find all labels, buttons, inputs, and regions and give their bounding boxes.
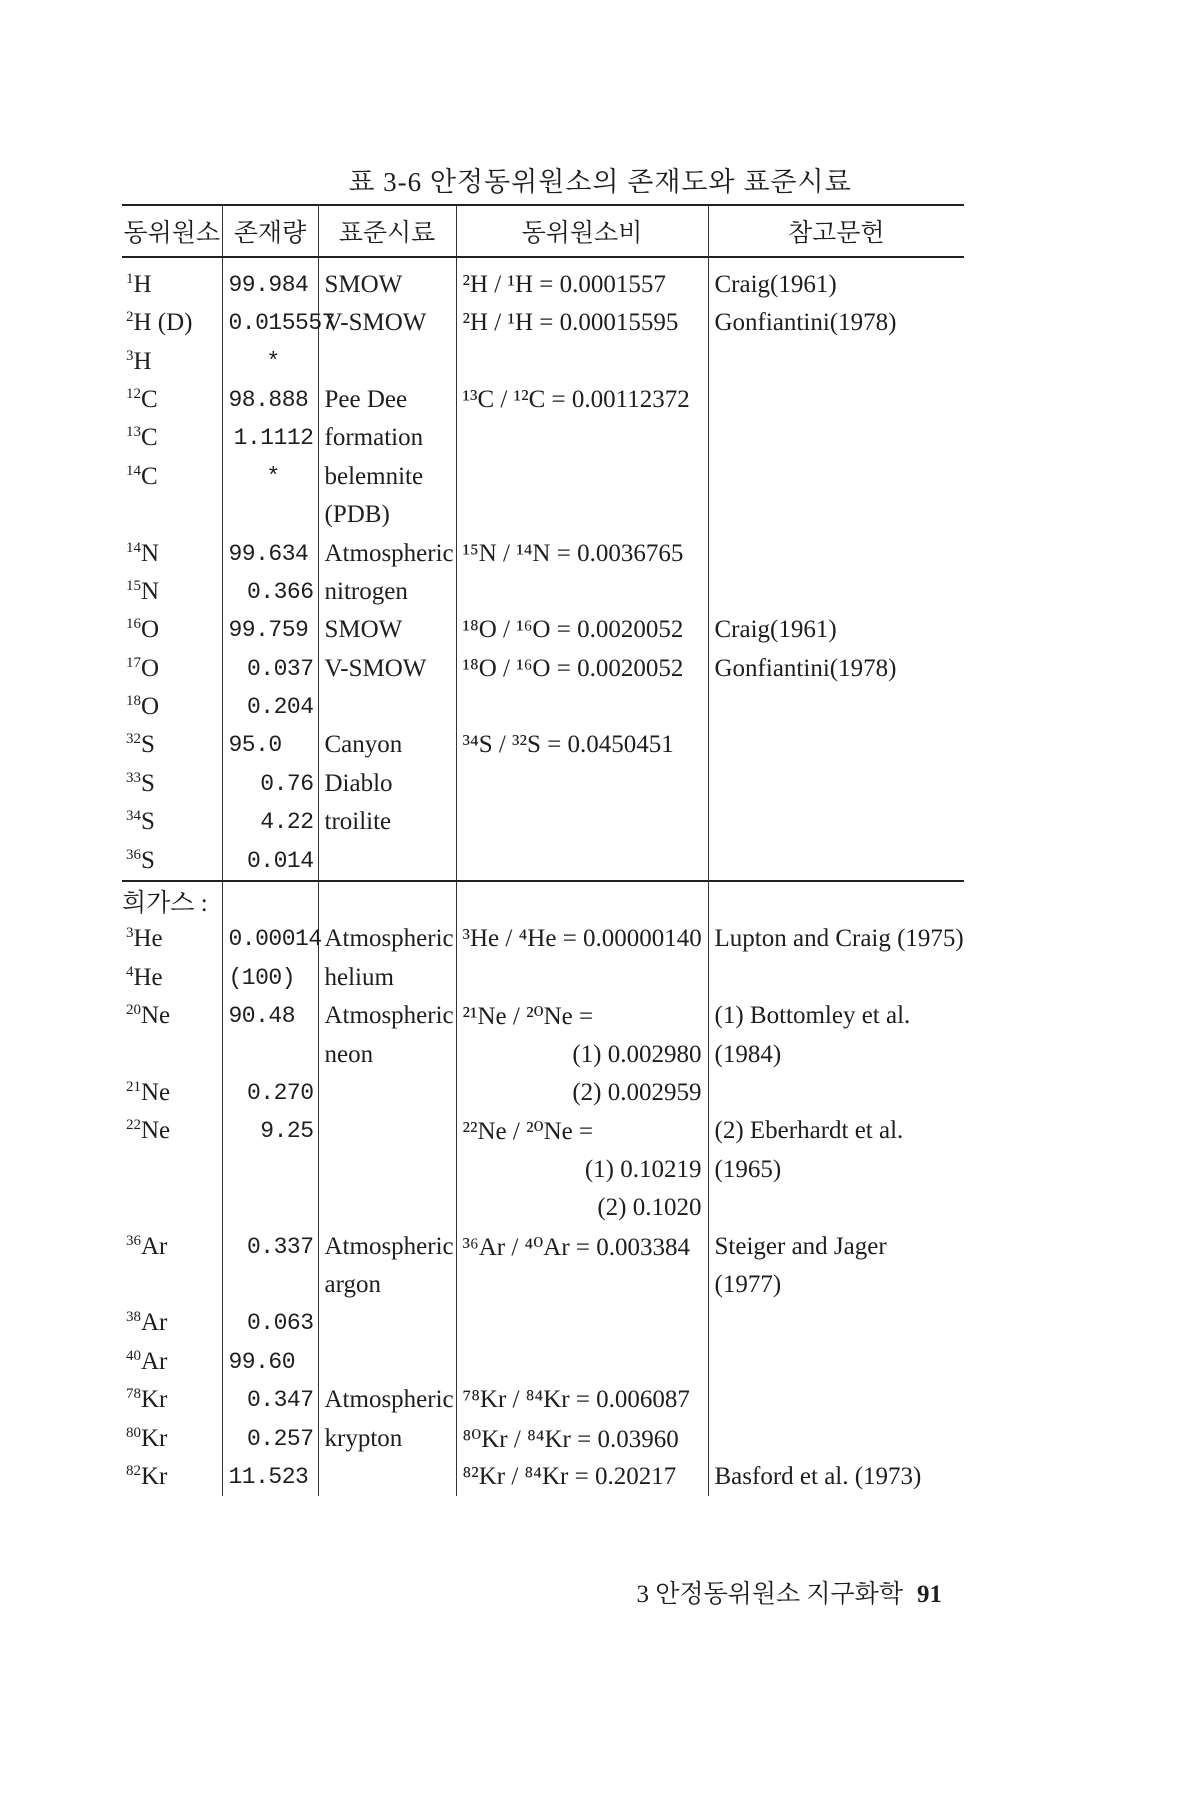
element-symbol: S	[141, 731, 155, 759]
ratio-cell	[456, 841, 708, 880]
abundance-cell: 0.347	[222, 1381, 318, 1419]
element-symbol: Ne	[141, 1002, 171, 1030]
ratio-cell: ²¹Ne / ²⁰Ne =	[456, 997, 708, 1035]
ratio-cell: ¹³C / ¹²C = 0.00112372	[456, 381, 708, 419]
abundance-cell: 0.037	[222, 650, 318, 688]
reference-cell: Gonfiantini(1978)	[708, 304, 964, 342]
reference-cell: (1) Bottomley et al.	[708, 997, 964, 1035]
table-row	[122, 920, 964, 958]
chapter-title: 3 안정동위원소 지구화학	[636, 1581, 903, 1608]
standard-cell: SMOW	[318, 611, 456, 649]
standard-cell	[318, 881, 456, 920]
column-header: 참고문헌	[708, 205, 964, 257]
table-row	[122, 997, 964, 1035]
ratio-cell: ²H / ¹H = 0.00015595	[456, 304, 708, 342]
mass-number: 14	[126, 539, 141, 556]
mass-number: 22	[126, 1117, 141, 1134]
isotope-table	[122, 204, 964, 1496]
standard-cell	[318, 1151, 456, 1189]
isotope-cell	[122, 726, 222, 764]
element-symbol: Ar	[141, 1309, 168, 1337]
mass-number: 36	[126, 846, 141, 863]
table-row	[122, 342, 964, 380]
page-footer	[636, 1574, 942, 1610]
ratio-cell	[456, 765, 708, 803]
element-symbol: Ne	[141, 1079, 171, 1106]
mass-number: 16	[126, 616, 141, 633]
abundance-cell: 0.014	[222, 841, 318, 880]
table-row	[122, 841, 964, 880]
abundance-cell: 99.984	[222, 257, 318, 304]
isotope-cell	[122, 381, 222, 419]
element-symbol: S	[141, 769, 155, 797]
element-symbol: He	[133, 925, 163, 953]
standard-cell: V-SMOW	[318, 650, 456, 688]
isotope-cell	[122, 1151, 222, 1189]
ratio-cell	[456, 1304, 708, 1342]
ratio-cell: ²²Ne / ²⁰Ne =	[456, 1112, 708, 1150]
reference-cell	[708, 1304, 964, 1342]
reference-cell	[708, 1074, 964, 1112]
table-row	[122, 650, 964, 688]
ratio-cell	[456, 959, 708, 997]
isotope-cell	[122, 688, 222, 726]
ratio-cell: ⁷⁸Kr / ⁸⁴Kr = 0.006087	[456, 1381, 708, 1419]
table-row	[122, 257, 964, 304]
ratio-cell: (2) 0.1020	[456, 1189, 708, 1227]
reference-cell	[708, 1419, 964, 1457]
mass-number: 17	[126, 654, 141, 671]
isotope-cell	[122, 650, 222, 688]
isotope-cell	[122, 534, 222, 572]
section-row	[122, 881, 964, 920]
reference-cell	[708, 1381, 964, 1419]
table-row	[122, 1151, 964, 1189]
column-header: 표준시료	[318, 205, 456, 257]
abundance-cell: 1.1112	[222, 419, 318, 457]
abundance-cell: *	[222, 342, 318, 380]
reference-cell	[708, 803, 964, 841]
isotope-cell	[122, 1381, 222, 1419]
table-row	[122, 726, 964, 764]
ratio-cell: ³He / ⁴He = 0.00000140	[456, 920, 708, 958]
element-symbol: O	[141, 693, 160, 721]
abundance-cell: 0.366	[222, 573, 318, 611]
reference-cell	[708, 1343, 964, 1381]
mass-number: 14	[126, 462, 141, 479]
element-symbol: Ar	[141, 1232, 168, 1260]
ratio-cell: (1) 0.002980	[456, 1035, 708, 1073]
element-symbol: C	[141, 462, 158, 490]
isotope-cell	[122, 419, 222, 457]
ratio-cell: ³⁶Ar / ⁴⁰Ar = 0.003384	[456, 1227, 708, 1265]
table-row	[122, 458, 964, 496]
abundance-cell: 99.634	[222, 534, 318, 572]
standard-cell	[318, 688, 456, 726]
element-symbol: C	[141, 424, 158, 452]
standard-cell: Pee Dee	[318, 381, 456, 419]
table-row	[122, 419, 964, 457]
standard-cell	[318, 1112, 456, 1150]
element-symbol: Kr	[141, 1386, 168, 1414]
reference-cell	[708, 573, 964, 611]
abundance-cell: 0.337	[222, 1227, 318, 1265]
table-row	[122, 803, 964, 841]
abundance-cell	[222, 881, 318, 920]
isotope-cell	[122, 1189, 222, 1227]
abundance-cell: *	[222, 458, 318, 496]
abundance-cell: 98.888	[222, 381, 318, 419]
isotope-cell	[122, 1419, 222, 1457]
standard-cell: neon	[318, 1035, 456, 1073]
table-row	[122, 496, 964, 534]
abundance-cell: 90.48	[222, 997, 318, 1035]
abundance-cell: 0.76	[222, 765, 318, 803]
mass-number: 3	[126, 347, 134, 364]
mass-number: 4	[126, 963, 134, 980]
ratio-cell	[456, 881, 708, 920]
reference-cell	[708, 381, 964, 419]
abundance-cell: 99.759	[222, 611, 318, 649]
abundance-cell	[222, 1035, 318, 1073]
element-symbol: Ar	[141, 1347, 168, 1375]
mass-number: 18	[126, 693, 141, 710]
element-symbol: Kr	[141, 1424, 168, 1452]
table-row	[122, 534, 964, 572]
abundance-cell: 95.0	[222, 726, 318, 764]
table-row	[122, 765, 964, 803]
table-row	[122, 1343, 964, 1381]
standard-cell: krypton	[318, 1419, 456, 1457]
standard-cell: V-SMOW	[318, 304, 456, 342]
standard-cell: (PDB)	[318, 496, 456, 534]
reference-cell: (2) Eberhardt et al.	[708, 1112, 964, 1150]
ratio-cell	[456, 1343, 708, 1381]
standard-cell	[318, 841, 456, 880]
table-row	[122, 573, 964, 611]
element-symbol: O	[141, 616, 160, 644]
isotope-cell	[122, 1112, 222, 1150]
abundance-cell	[222, 496, 318, 534]
table-row	[122, 1035, 964, 1073]
ratio-cell: (1) 0.10219	[456, 1151, 708, 1189]
section-label: 희가스 :	[122, 881, 222, 920]
mass-number: 1	[126, 271, 134, 287]
page-number: 91	[917, 1581, 942, 1608]
standard-cell	[318, 342, 456, 380]
isotope-cell	[122, 803, 222, 841]
ratio-cell: ⁸⁰Kr / ⁸⁴Kr = 0.03960	[456, 1419, 708, 1457]
reference-cell: Steiger and Jager	[708, 1227, 964, 1265]
abundance-cell: 0.204	[222, 688, 318, 726]
element-symbol: Kr	[141, 1462, 168, 1490]
mass-number: 34	[126, 808, 141, 825]
table-row	[122, 1074, 964, 1112]
isotope-cell	[122, 1343, 222, 1381]
abundance-cell	[222, 1189, 318, 1227]
mass-number: 32	[126, 731, 141, 748]
standard-cell: Atmospheric	[318, 1381, 456, 1419]
table-row	[122, 1112, 964, 1150]
ratio-cell	[456, 573, 708, 611]
abundance-cell: 4.22	[222, 803, 318, 841]
element-symbol: N	[141, 577, 160, 605]
table-row	[122, 1304, 964, 1342]
reference-cell: Craig(1961)	[708, 611, 964, 649]
abundance-cell: 0.257	[222, 1419, 318, 1457]
standard-cell: Atmospheric	[318, 1227, 456, 1265]
standard-cell: belemnite	[318, 458, 456, 496]
reference-cell: Basford et al. (1973)	[708, 1458, 964, 1496]
reference-cell: (1977)	[708, 1266, 964, 1304]
mass-number: 40	[126, 1347, 141, 1364]
standard-cell: Atmospheric	[318, 534, 456, 572]
abundance-cell: 99.60	[222, 1343, 318, 1381]
abundance-cell: 9.25	[222, 1112, 318, 1150]
element-symbol: S	[141, 808, 155, 836]
standard-cell	[318, 1458, 456, 1496]
reference-cell	[708, 841, 964, 880]
standard-cell	[318, 1304, 456, 1342]
table-row	[122, 1189, 964, 1227]
reference-cell: Gonfiantini(1978)	[708, 650, 964, 688]
standard-cell: troilite	[318, 803, 456, 841]
reference-cell	[708, 726, 964, 764]
reference-cell	[708, 534, 964, 572]
isotope-cell	[122, 920, 222, 958]
table-row	[122, 1227, 964, 1265]
column-header: 동위원소비	[456, 205, 708, 257]
table-row	[122, 1381, 964, 1419]
table-row	[122, 959, 964, 997]
isotope-cell	[122, 1227, 222, 1265]
ratio-cell: (2) 0.002959	[456, 1074, 708, 1112]
reference-cell: (1965)	[708, 1151, 964, 1189]
mass-number: 33	[126, 769, 141, 786]
ratio-cell	[456, 496, 708, 534]
mass-number: 80	[126, 1424, 141, 1441]
table-row	[122, 304, 964, 342]
mass-number: 36	[126, 1232, 141, 1249]
element-symbol: H (D)	[133, 309, 193, 337]
mass-number: 3	[126, 925, 134, 942]
ratio-cell	[456, 419, 708, 457]
standard-cell: formation	[318, 419, 456, 457]
mass-number: 12	[126, 385, 141, 402]
reference-cell	[708, 688, 964, 726]
mass-number: 82	[126, 1462, 141, 1479]
abundance-cell	[222, 1266, 318, 1304]
standard-cell: argon	[318, 1266, 456, 1304]
standard-cell: nitrogen	[318, 573, 456, 611]
table-title: 표 3-6 안정동위원소의 존재도와 표준시료	[348, 167, 852, 197]
ratio-cell: ³⁴S / ³²S = 0.0450451	[456, 726, 708, 764]
reference-cell	[708, 342, 964, 380]
element-symbol: O	[141, 654, 160, 682]
element-symbol: He	[133, 963, 163, 991]
header-row	[122, 205, 964, 257]
column-header: 동위원소	[122, 205, 222, 257]
isotope-cell	[122, 458, 222, 496]
table-row	[122, 611, 964, 649]
standard-cell	[318, 1074, 456, 1112]
reference-cell: Craig(1961)	[708, 257, 964, 304]
isotope-cell	[122, 1074, 222, 1112]
isotope-cell	[122, 1035, 222, 1073]
mass-number: 15	[126, 577, 141, 594]
ratio-cell	[456, 688, 708, 726]
isotope-cell	[122, 1458, 222, 1496]
ratio-cell: ¹⁵N / ¹⁴N = 0.0036765	[456, 534, 708, 572]
ratio-cell	[456, 803, 708, 841]
abundance-cell: 11.523	[222, 1458, 318, 1496]
isotope-cell	[122, 304, 222, 342]
table-row	[122, 1419, 964, 1457]
reference-cell	[708, 458, 964, 496]
isotope-cell	[122, 342, 222, 380]
isotope-cell	[122, 1266, 222, 1304]
reference-cell	[708, 1189, 964, 1227]
abundance-cell: 0.063	[222, 1304, 318, 1342]
abundance-cell	[222, 1151, 318, 1189]
ratio-cell	[456, 1266, 708, 1304]
ratio-cell: ²H / ¹H = 0.0001557	[456, 257, 708, 304]
standard-cell: Atmospheric	[318, 997, 456, 1035]
isotope-cell	[122, 1304, 222, 1342]
standard-cell	[318, 1189, 456, 1227]
abundance-cell: 0.270	[222, 1074, 318, 1112]
table-row	[122, 1266, 964, 1304]
reference-cell	[708, 881, 964, 920]
isotope-cell	[122, 573, 222, 611]
standard-cell	[318, 1343, 456, 1381]
mass-number: 13	[126, 424, 141, 441]
standard-cell: SMOW	[318, 257, 456, 304]
reference-cell: Lupton and Craig (1975)	[708, 920, 964, 958]
mass-number: 21	[126, 1079, 141, 1095]
isotope-cell	[122, 997, 222, 1035]
standard-cell: Diablo	[318, 765, 456, 803]
ratio-cell	[456, 458, 708, 496]
reference-cell	[708, 765, 964, 803]
ratio-cell: ¹⁸O / ¹⁶O = 0.0020052	[456, 611, 708, 649]
element-symbol: S	[141, 846, 155, 874]
mass-number: 2	[126, 309, 134, 326]
isotope-cell	[122, 765, 222, 803]
table-row	[122, 1458, 964, 1496]
abundance-cell: 0.00014	[222, 920, 318, 958]
element-symbol: C	[141, 385, 158, 413]
standard-cell: helium	[318, 959, 456, 997]
element-symbol: H	[133, 271, 152, 298]
table-row	[122, 688, 964, 726]
reference-cell: (1984)	[708, 1035, 964, 1073]
isotope-cell	[122, 611, 222, 649]
isotope-cell	[122, 959, 222, 997]
reference-cell	[708, 496, 964, 534]
column-header: 존재량	[222, 205, 318, 257]
ratio-cell: ⁸²Kr / ⁸⁴Kr = 0.20217	[456, 1458, 708, 1496]
standard-cell: Atmospheric	[318, 920, 456, 958]
element-symbol: Ne	[141, 1117, 171, 1145]
reference-cell	[708, 959, 964, 997]
ratio-cell: ¹⁸O / ¹⁶O = 0.0020052	[456, 650, 708, 688]
table-row	[122, 381, 964, 419]
mass-number: 20	[126, 1002, 141, 1019]
abundance-cell: (100)	[222, 959, 318, 997]
mass-number: 78	[126, 1386, 141, 1403]
element-symbol: H	[133, 347, 152, 375]
isotope-cell	[122, 257, 222, 304]
ratio-cell	[456, 342, 708, 380]
abundance-cell: 0.015557	[222, 304, 318, 342]
isotope-cell	[122, 496, 222, 534]
reference-cell	[708, 419, 964, 457]
mass-number: 38	[126, 1309, 141, 1326]
element-symbol: N	[141, 539, 160, 567]
standard-cell: Canyon	[318, 726, 456, 764]
isotope-cell	[122, 841, 222, 880]
